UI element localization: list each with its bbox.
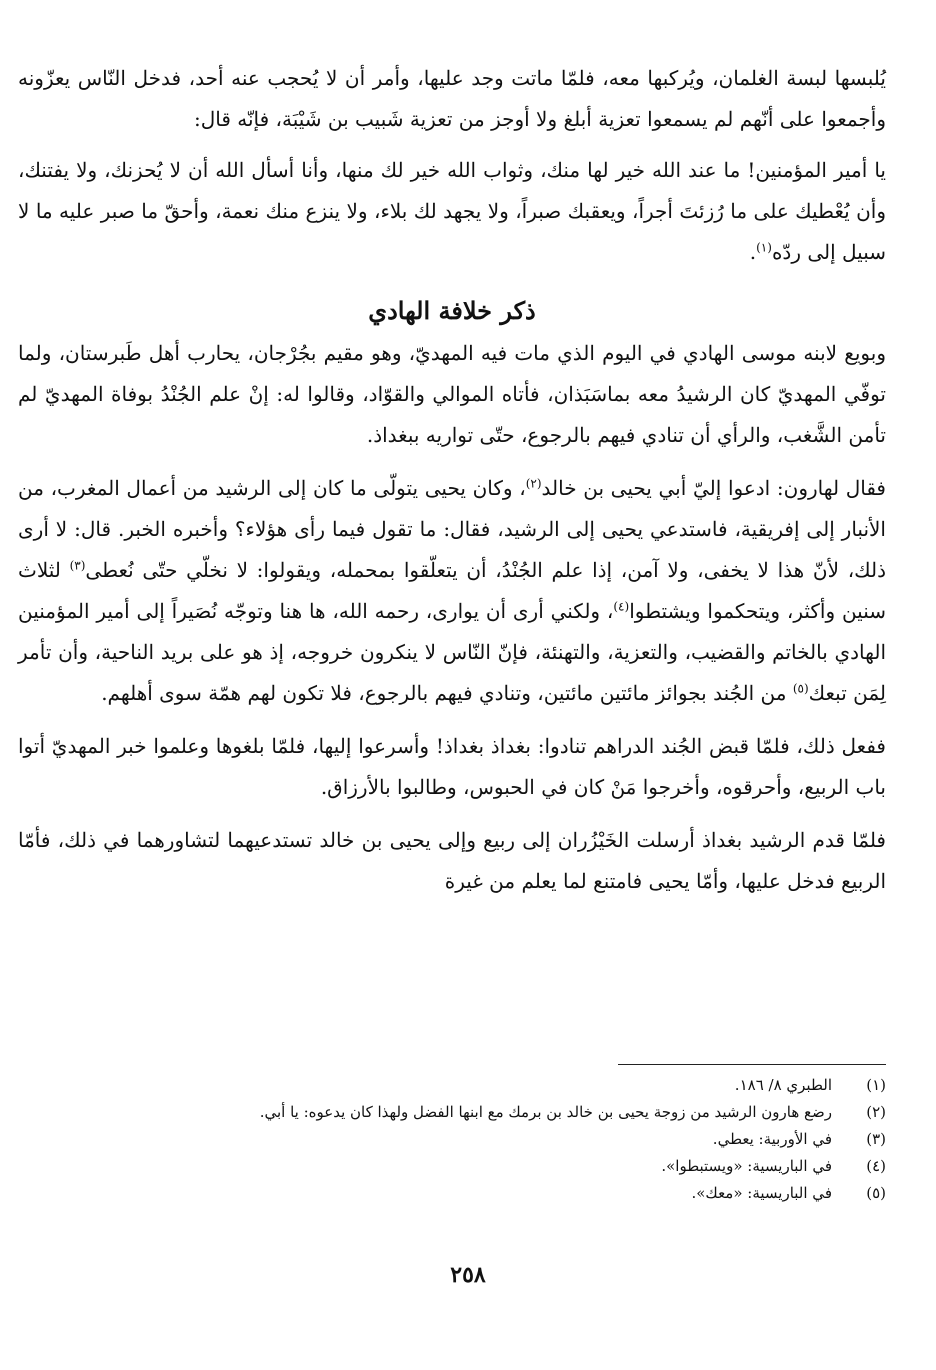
paragraph-opening-text: يُلبسها لبسة الغلمان، ويُركبها معه، فلمّا ماتت وجد عليها، وأمر أن لا يُحجب عنه أحد، فدخل النّاس يعزّونه وأجمعوا على أنّهم لم يسمعوا تعزية أبلغ ولا أوجز من تعزية شَبيب بن شَيْبَة، فإنّه قال: — [18, 66, 886, 131]
footnote-ref-4[interactable]: (٤) — [613, 599, 630, 614]
footnote-ref-5[interactable]: (٥) — [792, 681, 809, 696]
footnotes — [66, 1072, 886, 1207]
paragraph-harun — [18, 468, 886, 714]
footnote-separator — [618, 1064, 886, 1065]
footnote-ref-1[interactable]: (١) — [756, 240, 772, 255]
paragraph-army-text: ففعل ذلك، فلمّا قبض الجُند الدراهم تنادوا: بغداذ بغداذ! وأسرعوا إليها، فلمّا بلغوها وعلموا خبر المهديّ أتوا باب الربيع، وأحرقوه، وأخرجوا مَنْ كان في الحبوس، وطالبوا بالأرزاق. — [18, 734, 886, 799]
paragraph-harun-part-1: فقال لهارون: ادعوا إليّ أبي يحيى بن خالد — [541, 476, 886, 500]
paragraph-harun-part-4: ، ولكني أرى أن يوارى، رحمه الله، ها هنا وتوجّه نُصَيراً إلى أمير المؤمنين الهادي بالخاتم والقضيب، والتعزية، والتهنئة، فإنّ النّاس لا ينكرون خروجه، إذ هو على بريد الناحية، وأن تأمر لِمَن تبعك — [18, 599, 886, 705]
footnote-item — [66, 1126, 886, 1153]
paragraph-condolence-end: . — [749, 240, 757, 264]
page-body — [18, 58, 886, 902]
footnote-item — [66, 1072, 886, 1099]
footnote-text: في الباريسية: «ويستبطوا». — [661, 1157, 832, 1175]
paragraph-condolence-text: يا أمير المؤمنين! ما عند الله خير لها منك، وثواب الله خير لك منها، وأنا أسأل الله أن لا يُحزنك، ولا يفتنك، وأن يُعْطيك على ما رُزئتَ أجراً، ويعقبك صبراً، ولا يجهد لك بلاء، ولا ينزع منك نعمة، وأحقّ ما صبر عليه ما لا سبيل إلى ردّه — [18, 158, 886, 264]
footnote-item — [66, 1153, 886, 1180]
footnote-text: رضع هارون الرشيد من زوجة يحيى بن خالد بن برمك مع ابنها الفضل ولهذا كان يدعوه: يا أبي. — [259, 1103, 832, 1121]
paragraph-khayzuran — [18, 820, 886, 902]
footnote-number: (١) — [866, 1076, 886, 1094]
footnote-number: (٣) — [866, 1130, 886, 1148]
footnote-number: (٥) — [866, 1184, 886, 1202]
paragraph-bay-a-text: وبويع لابنه موسى الهادي في اليوم الذي مات فيه المهديّ، وهو مقيم بجُرْجان، يحارب أهل طَبرستان، ولما توفّي المهديّ كان الرشيدُ معه بماسَبَذان، فأتاه الموالي والقوّاد، وقالوا له: إنْ علم الجُنْدُ بوفاة المهديّ لم تأمن الشَّغب، والرأي أن تنادي فيهم بالرجوع، حتّى تواريه ببغداذ. — [18, 341, 886, 447]
section-heading: ذكر خلافة الهادي — [368, 296, 536, 325]
paragraph-bay-a — [18, 333, 886, 456]
paragraph-harun-part-2: ، وكان يحيى يتولّى ما كان إلى الرشيد من أعمال المغرب، من الأنبار إلى إفريقية، فاستدعي يحيى إلى الرشيد، فقال: ما تقول فيما رأى هؤلاء؟ وأخبره الخبر. قال: لا أرى ذلك، لأنّ هذا لا يخفى، ولا آمن، إذا علم الجُنْدُ، أن يتعلّقوا بمحمله، ويقولوا: لا نخلّي حتّى نُعطى — [18, 476, 886, 582]
footnote-number: (٤) — [866, 1157, 886, 1175]
footnote-text: في الباريسية: «معك». — [691, 1184, 832, 1202]
paragraph-opening — [18, 58, 886, 140]
footnote-ref-3[interactable]: (٣) — [69, 558, 86, 573]
footnote-number: (٢) — [866, 1103, 886, 1121]
footnote-text: الطبري ٨/ ١٨٦. — [734, 1076, 832, 1094]
page-number: ٢٥٨ — [450, 1262, 486, 1288]
footnote-item — [66, 1099, 886, 1126]
paragraph-harun-part-5: من الجُند بجوائز مائتين مائتين، وتنادي فيهم بالرجوع، فلا تكون لهم همّة سوى أهلهم. — [101, 681, 793, 705]
paragraph-condolence — [18, 150, 886, 273]
paragraph-harun-part-3: لثلاث سنين وأكثر، ويتحكموا ويشتطوا — [18, 558, 887, 623]
paragraph-khayzuran-text: فلمّا قدم الرشيد بغداذ أرسلت الخَيْزُران إلى ربيع وإلى يحيى بن خالد تستدعيهما لتشاورهما في ذلك، فأمّا الربيع فدخل عليها، وأمّا يحيى فامتنع لما يعلم من غيرة — [18, 828, 886, 893]
footnote-item — [66, 1180, 886, 1207]
footnote-ref-2[interactable]: (٢) — [525, 476, 542, 491]
paragraph-army — [18, 726, 886, 808]
footnote-text: في الأوربية: يعطي. — [712, 1130, 832, 1148]
